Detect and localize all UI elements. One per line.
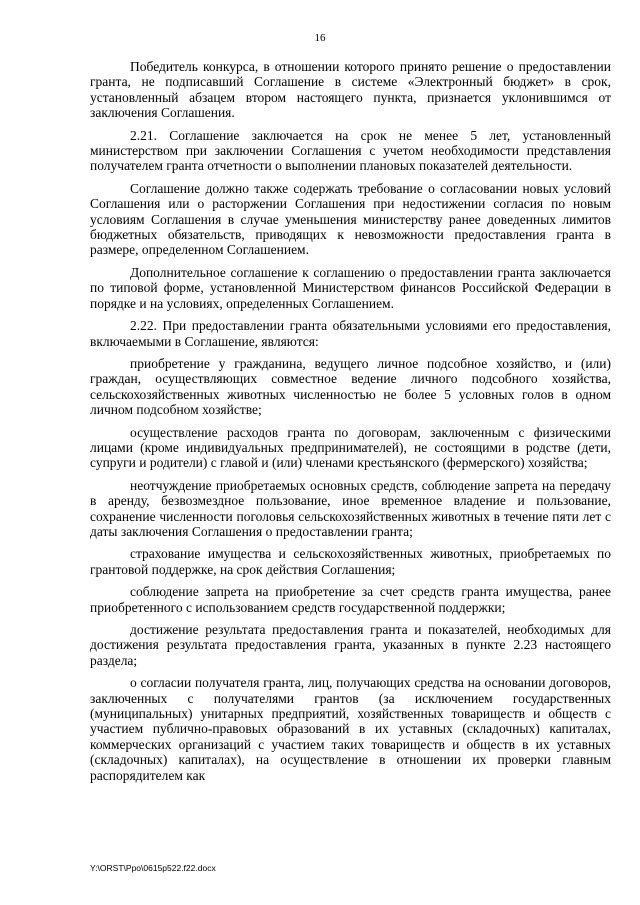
paragraph: 2.21. Соглашение заключается на срок не менее 5 лет, установленный министерством при заключении Соглашения с учетом необходимости представления получателем гранта отчетности о выполнении плановых показателей деятельности.: [90, 127, 611, 174]
list-item: о согласии получателя гранта, лиц, получающих средства на основании договоров, заключенных с получателями грантов (за исключением государственных (муниципальных) унитарных предприятий, хозяйственных товариществ и обществ с участием публично-правовых образований в их уставных (складочных) капиталах, коммерческих организаций с участием таких товариществ и обществ в их уставных (складочных) капиталах), на осуществление в отношении их проверки главным распорядителем как: [90, 675, 611, 783]
paragraph: Соглашение должно также содержать требование о согласовании новых условий Соглашения или о расторжении Соглашения при недостижении согласия по новым условиям Соглашения в случае уменьшения министерству ранее доведенных лимитов бюджетных обязательств, приводящих к невозможности предоставления гранта в размере, определенном Соглашением.: [90, 180, 611, 258]
list-item: осуществление расходов гранта по договорам, заключенным с физическими лицами (кроме индивидуальных предпринимателей), не состоящими в родстве (дети, супруги и родители) с главой и (или) членами крестьянского (фермерского) хозяйства;: [90, 424, 611, 471]
paragraph: 2.22. При предоставлении гранта обязательными условиями его предоставления, включаемыми в Соглашение, являются:: [90, 318, 611, 349]
list-item: неотчуждение приобретаемых основных средств, соблюдение запрета на передачу в аренду, безвозмездное пользование, иное временное владение и пользование, сохранение численности поголовья сельскохозяйственных животных в течение пяти лет с даты заключения Соглашения о предоставлении гранта;: [90, 477, 611, 539]
paragraph: Победитель конкурса, в отношении которого принято решение о предоставлении гранта, не подписавший Соглашение в системе «Электронный бюджет» в срок, установленный абзацем втором настоящего пункта, признается уклонившимся от заключения Соглашения.: [90, 59, 611, 121]
file-path-footer: Y:\ORST\Ppo\0615p522.f22.docx: [90, 863, 216, 873]
document-body: [90, 59, 611, 783]
list-item: достижение результата предоставления гранта и показателей, необходимых для достижения результата предоставления гранта, указанных в пункте 2.23 настоящего раздела;: [90, 622, 611, 668]
list-item: соблюдение запрета на приобретение за счет средств гранта имущества, ранее приобретенного с использованием средств государственной поддержки;: [90, 584, 611, 615]
list-item: страхование имущества и сельскохозяйственных животных, приобретаемых по грантовой поддержке, на срок действия Соглашения;: [90, 546, 611, 577]
paragraph: Дополнительное соглашение к соглашению о предоставлении гранта заключается по типовой форме, установленной Министерством финансов Российской Федерации в порядке и на условиях, определенных Соглашением.: [90, 264, 611, 311]
list-item: приобретение у гражданина, ведущего личное подсобное хозяйство, и (или) граждан, осуществляющих совместное ведение личного подсобного хозяйства, сельскохозяйственных животных численностью не более 5 условных голов в одном личном подсобном хозяйстве;: [90, 355, 611, 418]
page-number: 16: [314, 32, 326, 44]
